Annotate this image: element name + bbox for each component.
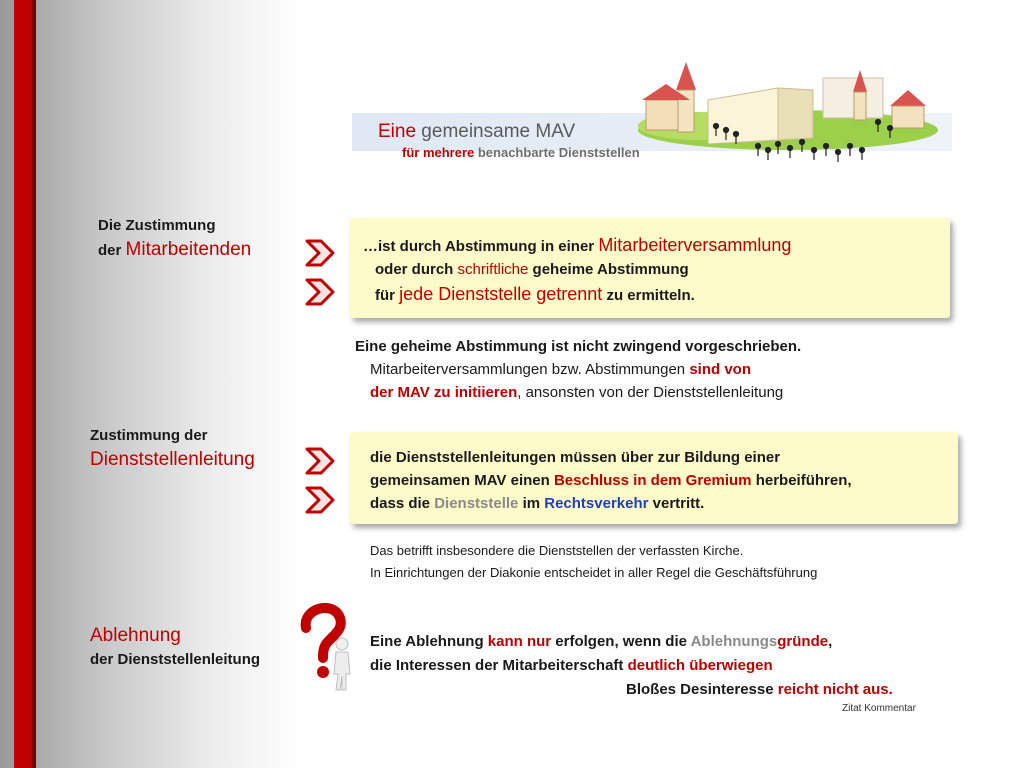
s3-l3a: Bloßes Desinteresse [626, 681, 778, 698]
section2-note-line1: Das betrifft insbesondere die Dienststellen der verfassten Kirche. [370, 543, 744, 558]
s2-box-l3e: vertritt. [648, 495, 705, 512]
s2-box-l2a: gemeinsamen MAV einen [370, 472, 554, 489]
s1-note-l2a: Mitarbeiterversammlungen bzw. Abstimmungen [370, 361, 690, 378]
section2-box-line2 [370, 472, 852, 489]
section2-label-line1: Zustimmung der [90, 427, 208, 444]
s3-l1d: Ablehnungs [690, 633, 778, 650]
page-title [378, 121, 575, 143]
s3-l1c: erfolgen, wenn die [551, 633, 691, 650]
dark-side-stripe [32, 0, 36, 768]
s1-box-l1b: Mitarbeiterversammlung [598, 235, 792, 255]
section1-note-line2 [370, 361, 751, 378]
title-rest: gemeinsame MAV [416, 121, 576, 142]
s1-note-l3a: der MAV zu initiieren [370, 384, 518, 401]
s2-box-l2b: Beschluss in dem Gremium [553, 472, 752, 489]
s2-box-l3b: Dienststelle [434, 495, 519, 512]
section1-note-line3 [370, 384, 783, 401]
section2-box-line3 [370, 495, 704, 512]
double-chevron-right-icon [305, 486, 343, 514]
s3-l1a: Eine Ablehnung [370, 633, 488, 650]
section2-box-line1: die Dienststellenleitungen müssen über zur Bildung einer [370, 449, 781, 466]
s2-box-l3a: dass die [370, 495, 435, 512]
s1-box-l3c: zu ermitteln. [602, 287, 695, 304]
s3-l2b: deutlich überwiegen [627, 657, 773, 674]
title-eine: Eine [378, 121, 417, 142]
s1-note-l3b: , ansonsten von der Dienststellenleitung [517, 384, 784, 401]
s1-box-l2a: oder durch [375, 261, 458, 278]
s3-l1f: , [828, 633, 833, 650]
s2-box-l2c: herbeiführen, [751, 472, 852, 489]
s1-box-l3b: jede Dienststelle getrennt [399, 284, 603, 304]
section1-box-line2 [375, 261, 689, 278]
s3-l1b: kann nur [487, 633, 552, 650]
double-chevron-right-icon [305, 239, 343, 267]
s3-l2a: die Interessen der Mitarbeiterschaft [370, 657, 628, 674]
s3-l3b: reicht nicht aus. [777, 681, 893, 698]
section3-line1 [370, 633, 832, 650]
section3-label-line2: der Dienststellenleitung [90, 651, 261, 668]
page-subtitle [402, 145, 640, 160]
section3-label-line1: Ablehnung [90, 625, 181, 646]
double-chevron-right-icon [305, 278, 343, 306]
s1-box-l2b: schriftliche [457, 261, 529, 278]
section3-line2 [370, 657, 773, 674]
s1-box-l2c: geheime Abstimmung [528, 261, 689, 278]
s2-box-l3d: Rechtsverkehr [544, 495, 649, 512]
section2-label-line2: Dienststellenleitung [90, 449, 255, 470]
section1-box-line3 [375, 284, 695, 305]
section1-label [98, 214, 251, 263]
subtitle-mehrere: für mehrere [402, 145, 475, 160]
section3-line3 [626, 681, 893, 698]
s1-box-l3a: für [375, 287, 400, 304]
section1-label-line1: Die Zustimmung [98, 217, 216, 234]
section2-label [90, 424, 255, 472]
s2-box-l3c: im [518, 495, 545, 512]
section1-box-line1 [363, 235, 791, 256]
s1-note-l2b: sind von [689, 361, 751, 378]
subtitle-rest: benachbarte Dienststellen [474, 145, 640, 160]
section1-label-big: Mitarbeitenden [125, 239, 252, 260]
section2-note-line2: In Einrichtungen der Diakonie entscheidet in aller Regel die Geschäftsführung [370, 565, 818, 580]
section1-label-prefix: der [98, 242, 126, 259]
red-side-stripe [14, 0, 32, 768]
s3-l1e: gründe [777, 633, 829, 650]
double-chevron-right-icon [305, 447, 343, 475]
s1-box-l1a: …ist durch Abstimmung in einer [363, 238, 599, 255]
section1-note-line1: Eine geheime Abstimmung ist nicht zwingend vorgeschrieben. [355, 338, 802, 355]
question-mark-figure-icon [292, 600, 358, 692]
section1-label-line2 [98, 238, 251, 263]
section3-label [90, 624, 260, 672]
village-illustration [628, 60, 948, 172]
quote-source: Zitat Kommentar [842, 703, 916, 714]
